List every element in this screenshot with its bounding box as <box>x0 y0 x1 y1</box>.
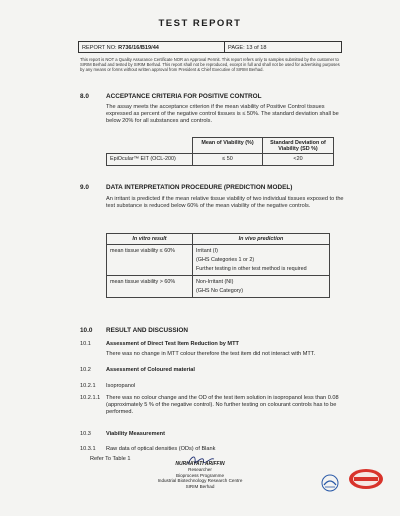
subsection-10-1-text: There was no change in MTT colour therefore the test item did not interact with MTT. <box>106 351 316 357</box>
section-8-heading <box>80 93 262 100</box>
section-10-heading <box>80 327 188 334</box>
subsection-10-3-heading <box>80 431 165 438</box>
irritant-note: Further testing in other test method is required <box>196 265 307 272</box>
report-header-table <box>78 41 342 53</box>
report-number: R736/16/B19/44 <box>118 44 159 51</box>
irritant-ghs: (GHS Categories 1 or 2) <box>196 256 255 263</box>
section-title: DATA INTERPRETATION PROCEDURE (PREDICTION MODEL) <box>106 184 293 191</box>
subsection-number: 10.3 <box>80 431 91 437</box>
report-number-label: REPORT NO: <box>82 44 119 51</box>
report-number-cell <box>79 42 225 52</box>
section-title: ACCEPTANCE CRITERIA FOR POSITIVE CONTROL <box>106 93 262 100</box>
subsection-10-2-1-1 <box>80 395 346 416</box>
tissue-model-cell: EpiOcular™ EIT (OCL-200) <box>107 154 193 166</box>
signature-block <box>148 462 252 489</box>
section-8-text: The assay meets the acceptance criterion if the mean viability of Positive Control tissues expressed as percent of the negative control tissues is ≤ 50%. The standard deviation shall be below 20% for all substances and controls. <box>106 104 339 124</box>
signatory-org: SIRIM Berhad <box>185 483 215 489</box>
signatory-centre: Industrial Biotechnology Research Centre <box>157 478 243 484</box>
signatory-unit: Bioprocess Programme <box>176 472 224 478</box>
section-number: 10.0 <box>80 327 93 334</box>
subsection-10-2-heading <box>80 367 195 374</box>
sirim-qas-logo <box>320 474 340 492</box>
in-vivo-row-1 <box>193 245 330 276</box>
subsection-10-2-1-heading <box>80 383 135 390</box>
subsection-text: Raw data of optical densities (ODs) of Blank <box>106 446 216 452</box>
table-reference: Refer To Table 1 <box>90 456 131 462</box>
acceptance-criteria-table <box>106 137 334 166</box>
section-number: 8.0 <box>80 93 89 100</box>
irritant-label: Irritant (I) <box>196 247 218 254</box>
sd-viability-header: Standard Deviation of Viability (SD %) <box>263 138 334 154</box>
in-vitro-row-1: mean tissue viability ≤ 60% <box>107 245 193 276</box>
non-irritant-ghs: (GHS No Category) <box>196 287 244 294</box>
signatory-name: NURHAYATI ARIFFIN <box>175 461 225 467</box>
subsection-number: 10.2 <box>80 367 91 373</box>
non-irritant-label: Non-Irritant (NI) <box>196 278 234 285</box>
section-title: RESULT AND DISCUSSION <box>106 327 189 334</box>
in-vivo-row-2 <box>193 276 330 298</box>
in-vitro-header: In vitro result <box>107 234 193 245</box>
subsection-number: 10.1 <box>80 341 91 347</box>
table-corner-cell <box>107 138 193 154</box>
standards-logo <box>348 468 384 490</box>
section-9-text: An irritant is predicted if the mean relative tissue viability of two individual tissues exposed to the test substance is reduced below 60% of the mean viability of the negative controls. <box>106 196 344 209</box>
subsection-text: There was no colour change and the OD of the test item solution in isopropanol less than 0.08 (approximately 5 % of the negative control). No further testing on colourant controls has to be performed. <box>106 395 339 415</box>
sd-viability-value: <20 <box>263 154 334 166</box>
signatory-role: Researcher <box>188 467 212 473</box>
in-vivo-header: In vivo prediction <box>193 234 330 245</box>
section-9-heading <box>80 184 292 191</box>
subsection-title: Assessment of Direct Test Item Reduction by MTT <box>106 341 239 347</box>
subsection-10-3-1-heading <box>80 446 215 453</box>
subsection-title: Assessment of Coloured material <box>106 367 195 373</box>
section-number: 9.0 <box>80 184 89 191</box>
legal-notice: This report is NOT a Quality Assurance Certificate NOR an Approval Permit. This report refers only to samples submitted by the customer to SIRIM Berhad and tested by SIRIM Berhad. This report shall not be reproduced, except in full and shall not be used for advertising purposes by any means or forms without written approval from President & Chief Executive of SIRIM Berhad. <box>80 57 340 73</box>
mean-viability-value: ≤ 50 <box>193 154 263 166</box>
subsection-number: 10.3.1 <box>80 446 96 452</box>
subsection-10-1-heading <box>80 341 239 348</box>
mean-viability-header: Mean of Viability (%) <box>193 138 263 154</box>
subsection-number: 10.2.1.1 <box>80 395 101 401</box>
page-number-cell: PAGE: 13 of 18 <box>228 44 267 51</box>
in-vitro-row-2: mean tissue viability > 60% <box>107 276 193 298</box>
subsection-title: Isopropanol <box>106 383 136 389</box>
subsection-number: 10.2.1 <box>80 383 96 389</box>
prediction-model-table <box>106 233 330 298</box>
subsection-title: Viability Measurement <box>106 431 165 437</box>
report-title: TEST REPORT <box>158 18 242 29</box>
